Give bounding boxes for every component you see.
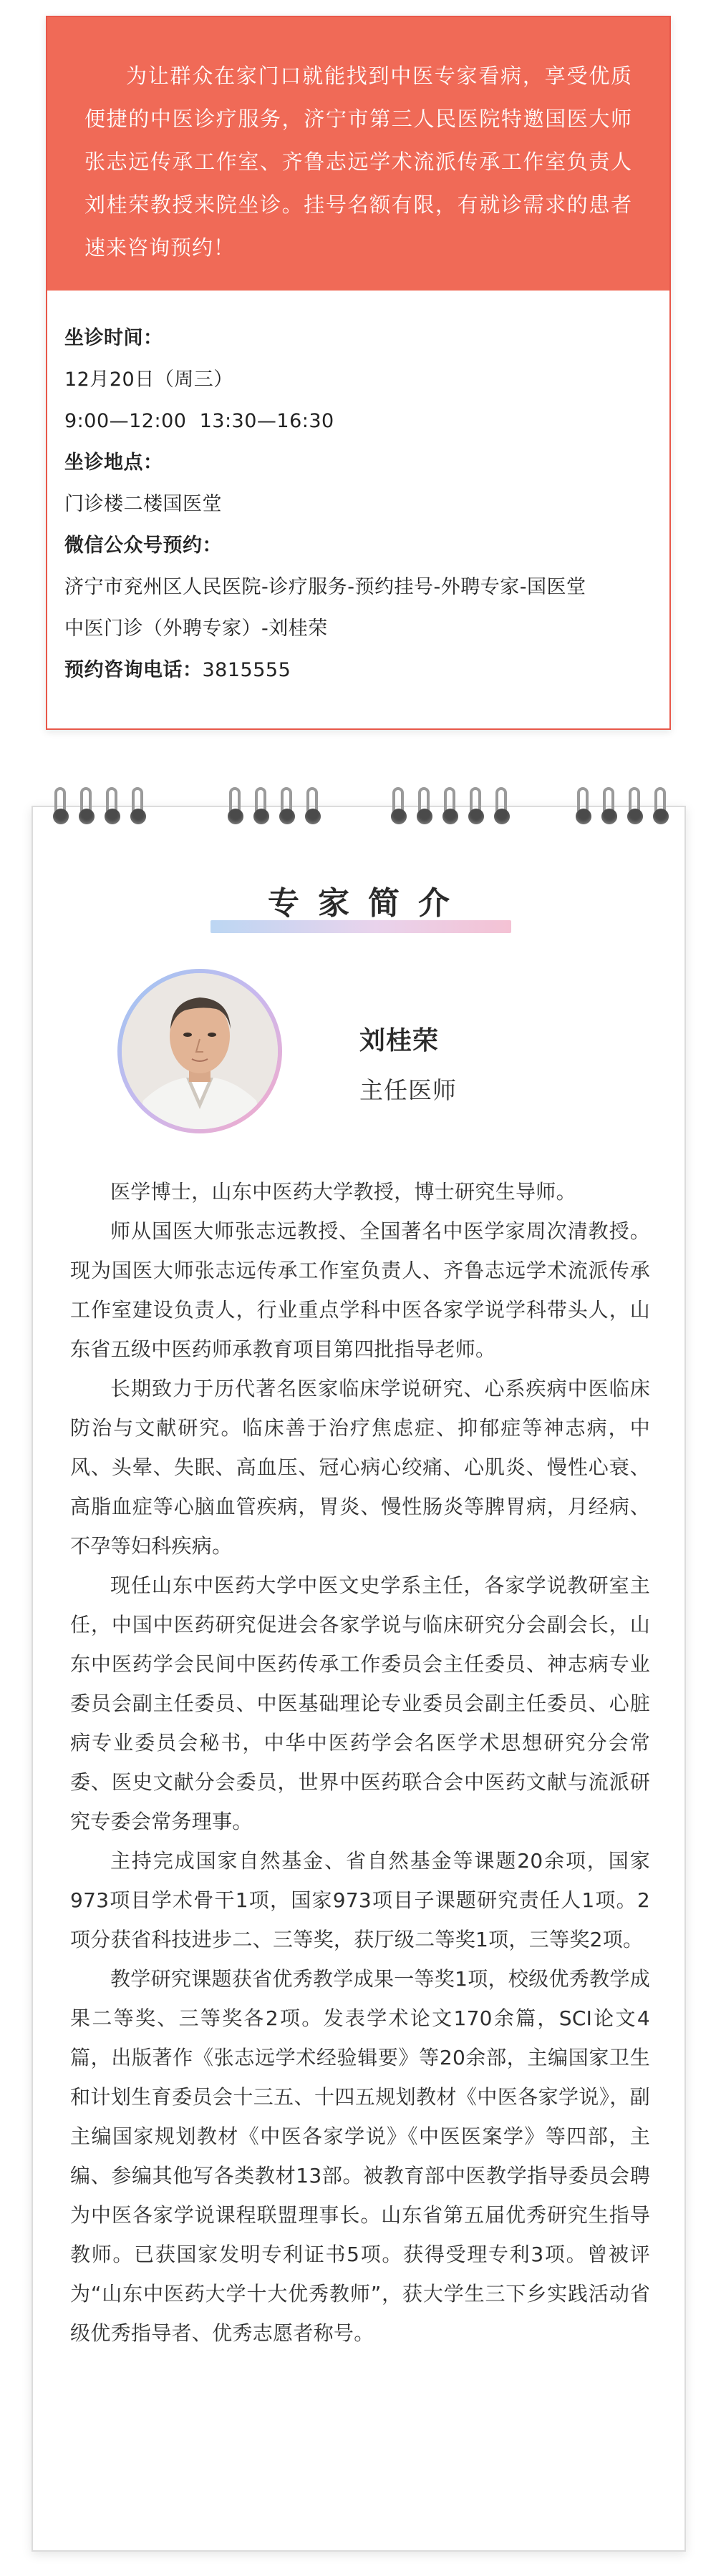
binder-ring-icon — [53, 787, 69, 831]
doctor-avatar — [122, 973, 278, 1129]
clinic-time-label: 坐诊时间： — [64, 327, 163, 349]
phone-number[interactable]: 3815555 — [202, 659, 291, 681]
binder-ring-icon — [442, 787, 458, 831]
binder-ring-icon — [305, 787, 321, 831]
doctor-biography — [70, 1172, 650, 2353]
binder-ring-icon — [253, 787, 269, 831]
bio-paragraph: 教学研究课题获省优秀教学成果一等奖1项，校级优秀教学成果二等奖、三等奖各2项。发表学术论文170余篇，SCI论文4篇，出版著作《张志远学术经验辑要》等20余部，主编国家卫生和计划生育委员会十三五、十四五规划教材《中医各家学说》，副主编国家规划教材《中医各家学说》《中医医案学》等四部，主编、参编其他写各类教材13部。被教育部中医教学指导委员会聘为中医各家学说课程联盟理事长。山东省第五届优秀研究生指导教师。已获国家发明专利证书5项。获得受理专利3项。曾被评为“山东中医药大学十大优秀教师”，获大学生三下乡实践活动省级优秀指导者、优秀志愿者称号。 — [70, 1967, 650, 2345]
clinic-notice-card — [46, 16, 671, 730]
binder-ring-icon — [130, 787, 146, 831]
bio-paragraph: 主持完成国家自然基金、省自然基金等课题20余项，国家973项目学术骨干1项，国家973项目子课题研究责任人1项。2项分获省科技进步二、三等奖，获厅级二等奖1项，三等奖2项。 — [70, 1849, 650, 1951]
binder-ring-icon — [601, 787, 617, 831]
doctor-portrait-icon — [122, 973, 278, 1129]
wechat-booking-label: 微信公众号预约： — [64, 535, 222, 557]
doctor-avatar-frame — [117, 969, 282, 1133]
binder-ring-icon — [653, 787, 669, 831]
bio-paragraph: 现任山东中医药大学中医文史学系主任，各家学说教研室主任，中国中医药研究促进会各家学说与临床研究分会副会长，山东中医药学会民间中医药传承工作委员会主任委员、神志病专业委员会副主任委员、中医基础理论专业委员会副主任委员、心脏病专业委员会秘书，中华中医药学会名医学术思想研究分会常委、医史文献分会委员，世界中医药联合会中医药文献与流派研究专委会常务理事。 — [70, 1574, 650, 1833]
binder-ring-icon — [279, 787, 295, 831]
doctor-name: 刘桂荣 — [359, 1026, 440, 1055]
binder-ring-icon — [79, 787, 95, 831]
phone-row — [64, 650, 652, 691]
bio-paragraph: 医学博士，山东中医药大学教授，博士研究生导师。 — [110, 1180, 576, 1204]
wechat-label-row — [64, 525, 652, 567]
wechat-booking-path-line1: 济宁市兖州区人民医院-诊疗服务-预约挂号-外聘专家-国医堂 — [64, 576, 586, 598]
binder-ring-icon — [391, 787, 407, 831]
section-title: 专家简介 — [268, 885, 468, 922]
clinic-location: 门诊楼二楼国医堂 — [64, 493, 222, 515]
clinic-location-label-row — [64, 442, 652, 484]
wechat-booking-path-line2: 中医门诊（外聘专家）-刘桂荣 — [64, 618, 328, 640]
binder-ring-icon — [228, 787, 243, 831]
bio-paragraph: 长期致力于历代著名医家临床学说研究、心系疾病中医临床防治与文献研究。临床善于治疗焦虑症、抑郁症等神志病，中风、头晕、失眠、高血压、冠心病心绞痛、心肌炎、慢性心衰、高脂血症等心脑血管疾病，胃炎、慢性肠炎等脾胃病，月经病、不孕等妇科疾病。 — [70, 1377, 650, 1558]
binder-ring-icon — [576, 787, 591, 831]
expert-profile-card — [32, 806, 686, 2552]
binder-rings-center-left — [228, 787, 321, 831]
binder-ring-icon — [627, 787, 643, 831]
binder-rings-left — [53, 787, 146, 831]
clinic-time-label-row — [64, 318, 652, 359]
binder-ring-icon — [468, 787, 484, 831]
bio-paragraph: 师从国医大师张志远教授、全国著名中医学家周次清教授。现为国医大师张志远传承工作室负责人、齐鲁志远学术流派传承工作室建设负责人，行业重点学科中医各家学说学科带头人，山东省五级中医药师承教育项目第四批指导老师。 — [70, 1219, 650, 1361]
binder-ring-icon — [105, 787, 120, 831]
phone-label: 预约咨询电话： — [64, 659, 203, 681]
doctor-title: 主任医师 — [359, 1076, 457, 1104]
notice-details — [64, 318, 652, 691]
binder-rings-right — [576, 787, 669, 831]
clinic-hours: 9:00—12:00 13:30—16:30 — [64, 410, 334, 432]
binder-rings-center-right — [391, 787, 510, 831]
binder-ring-icon — [494, 787, 510, 831]
clinic-date: 12月20日（周三） — [64, 369, 233, 391]
section-title-wrap — [33, 877, 684, 923]
binder-ring-icon — [417, 787, 432, 831]
notice-intro-text: 为让群众在家门口就能找到中医专家看病，享受优质便捷的中医诊疗服务，济宁市第三人民医院特邀国医大师张志远传承工作室、齐鲁志远学术流派传承工作室负责人刘桂荣教授来院坐诊。挂号名额有限，有就诊需求的患者速来咨询预约！ — [84, 64, 632, 260]
notice-banner — [47, 17, 669, 291]
clinic-location-label: 坐诊地点： — [64, 452, 163, 474]
